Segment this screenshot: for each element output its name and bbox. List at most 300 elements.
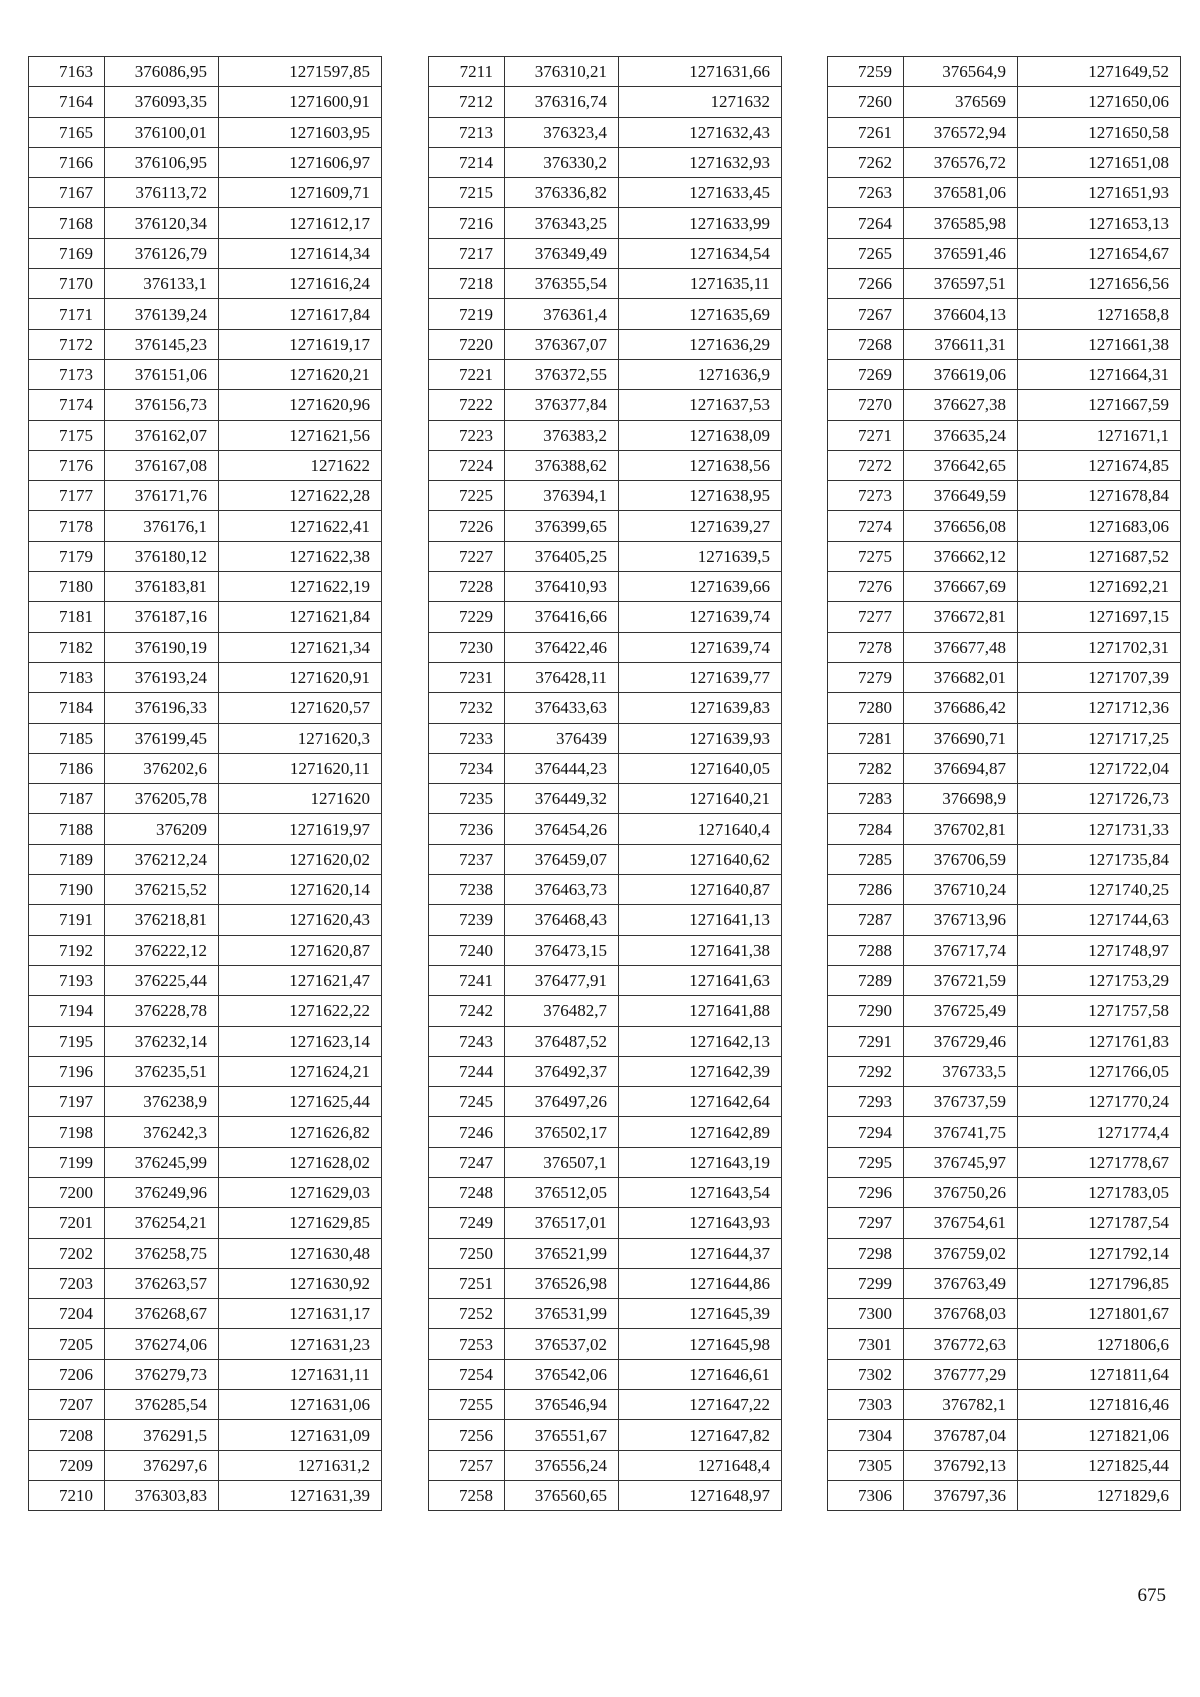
y-coordinate-cell: 1271609,71 (219, 178, 382, 208)
y-coordinate-cell: 1271620,43 (219, 905, 382, 935)
point-number-cell: 7200 (29, 1177, 105, 1207)
y-coordinate-cell: 1271643,19 (619, 1147, 782, 1177)
y-coordinate-cell: 1271620,87 (219, 935, 382, 965)
x-coordinate-cell: 376274,06 (105, 1329, 219, 1359)
point-number-cell: 7277 (828, 602, 904, 632)
x-coordinate-cell: 376444,23 (505, 753, 619, 783)
table-row (429, 481, 782, 511)
table-row (828, 996, 1181, 1026)
point-number-cell: 7298 (828, 1238, 904, 1268)
point-number-cell: 7223 (429, 420, 505, 450)
x-coordinate-cell: 376497,26 (505, 1087, 619, 1117)
table-row (429, 1480, 782, 1510)
point-number-cell: 7273 (828, 481, 904, 511)
y-coordinate-cell: 1271620 (219, 784, 382, 814)
table-row (828, 329, 1181, 359)
point-number-cell: 7302 (828, 1359, 904, 1389)
x-coordinate-cell: 376772,63 (904, 1329, 1018, 1359)
x-coordinate-cell: 376585,98 (904, 208, 1018, 238)
x-coordinate-cell: 376156,73 (105, 390, 219, 420)
y-coordinate-cell: 1271620,02 (219, 844, 382, 874)
y-coordinate-cell: 1271634,54 (619, 238, 782, 268)
point-number-cell: 7249 (429, 1208, 505, 1238)
y-coordinate-cell: 1271647,82 (619, 1420, 782, 1450)
table-row (29, 602, 382, 632)
y-coordinate-cell: 1271792,14 (1018, 1238, 1181, 1268)
table-row (429, 178, 782, 208)
point-number-cell: 7233 (429, 723, 505, 753)
y-coordinate-cell: 1271620,91 (219, 662, 382, 692)
y-coordinate-cell: 1271625,44 (219, 1087, 382, 1117)
table-row (429, 753, 782, 783)
y-coordinate-cell: 1271744,63 (1018, 905, 1181, 935)
table-row (828, 1480, 1181, 1510)
x-coordinate-cell: 376517,01 (505, 1208, 619, 1238)
table-row (429, 1087, 782, 1117)
y-coordinate-cell: 1271825,44 (1018, 1450, 1181, 1480)
point-number-cell: 7276 (828, 572, 904, 602)
point-number-cell: 7284 (828, 814, 904, 844)
x-coordinate-cell: 376193,24 (105, 662, 219, 692)
point-number-cell: 7280 (828, 693, 904, 723)
table-row (828, 1056, 1181, 1086)
table-row (828, 1420, 1181, 1450)
point-number-cell: 7190 (29, 875, 105, 905)
table-row (29, 1268, 382, 1298)
point-number-cell: 7188 (29, 814, 105, 844)
point-number-cell: 7250 (429, 1238, 505, 1268)
table-row (29, 450, 382, 480)
point-number-cell: 7287 (828, 905, 904, 935)
x-coordinate-cell: 376537,02 (505, 1329, 619, 1359)
table-row (429, 935, 782, 965)
point-number-cell: 7177 (29, 481, 105, 511)
y-coordinate-cell: 1271671,1 (1018, 420, 1181, 450)
point-number-cell: 7228 (429, 572, 505, 602)
table-row (429, 450, 782, 480)
y-coordinate-cell: 1271774,4 (1018, 1117, 1181, 1147)
table-row (429, 87, 782, 117)
table-row (29, 1420, 382, 1450)
y-coordinate-cell: 1271641,13 (619, 905, 782, 935)
point-number-cell: 7303 (828, 1390, 904, 1420)
y-coordinate-cell: 1271757,58 (1018, 996, 1181, 1026)
x-coordinate-cell: 376459,07 (505, 844, 619, 874)
x-coordinate-cell: 376492,37 (505, 1056, 619, 1086)
point-number-cell: 7258 (429, 1480, 505, 1510)
point-number-cell: 7306 (828, 1480, 904, 1510)
point-number-cell: 7195 (29, 1026, 105, 1056)
x-coordinate-cell: 376672,81 (904, 602, 1018, 632)
table-row (429, 57, 782, 87)
point-number-cell: 7292 (828, 1056, 904, 1086)
y-coordinate-cell: 1271637,53 (619, 390, 782, 420)
y-coordinate-cell: 1271640,4 (619, 814, 782, 844)
table-row (29, 511, 382, 541)
point-number-cell: 7248 (429, 1177, 505, 1207)
x-coordinate-cell: 376642,65 (904, 450, 1018, 480)
x-coordinate-cell: 376560,65 (505, 1480, 619, 1510)
x-coordinate-cell: 376399,65 (505, 511, 619, 541)
table-row (29, 1450, 382, 1480)
x-coordinate-cell: 376710,24 (904, 875, 1018, 905)
x-coordinate-cell: 376176,1 (105, 511, 219, 541)
y-coordinate-cell: 1271643,54 (619, 1177, 782, 1207)
x-coordinate-cell: 376377,84 (505, 390, 619, 420)
table-row (429, 208, 782, 238)
table-row (29, 359, 382, 389)
y-coordinate-cell: 1271816,46 (1018, 1390, 1181, 1420)
y-coordinate-cell: 1271622,41 (219, 511, 382, 541)
table-row (828, 632, 1181, 662)
table-row (828, 117, 1181, 147)
y-coordinate-cell: 1271726,73 (1018, 784, 1181, 814)
table-row (828, 1450, 1181, 1480)
point-number-cell: 7173 (29, 359, 105, 389)
y-coordinate-cell: 1271650,06 (1018, 87, 1181, 117)
y-coordinate-cell: 1271623,14 (219, 1026, 382, 1056)
x-coordinate-cell: 376482,7 (505, 996, 619, 1026)
point-number-cell: 7290 (828, 996, 904, 1026)
x-coordinate-cell: 376238,9 (105, 1087, 219, 1117)
table-row (29, 875, 382, 905)
y-coordinate-cell: 1271653,13 (1018, 208, 1181, 238)
y-coordinate-cell: 1271629,03 (219, 1177, 382, 1207)
point-number-cell: 7183 (29, 662, 105, 692)
point-number-cell: 7240 (429, 935, 505, 965)
x-coordinate-cell: 376388,62 (505, 450, 619, 480)
x-coordinate-cell: 376205,78 (105, 784, 219, 814)
table-row (828, 1026, 1181, 1056)
point-number-cell: 7275 (828, 541, 904, 571)
table-row (29, 208, 382, 238)
point-number-cell: 7288 (828, 935, 904, 965)
y-coordinate-cell: 1271647,22 (619, 1390, 782, 1420)
point-number-cell: 7244 (429, 1056, 505, 1086)
table-row (29, 117, 382, 147)
y-coordinate-cell: 1271683,06 (1018, 511, 1181, 541)
y-coordinate-cell: 1271620,14 (219, 875, 382, 905)
x-coordinate-cell: 376433,63 (505, 693, 619, 723)
y-coordinate-cell: 1271811,64 (1018, 1359, 1181, 1389)
x-coordinate-cell: 376468,43 (505, 905, 619, 935)
y-coordinate-cell: 1271642,89 (619, 1117, 782, 1147)
y-coordinate-cell: 1271622,22 (219, 996, 382, 1026)
point-number-cell: 7225 (429, 481, 505, 511)
point-number-cell: 7184 (29, 693, 105, 723)
x-coordinate-cell: 376797,36 (904, 1480, 1018, 1510)
point-number-cell: 7230 (429, 632, 505, 662)
x-coordinate-cell: 376422,46 (505, 632, 619, 662)
point-number-cell: 7165 (29, 117, 105, 147)
y-coordinate-cell: 1271628,02 (219, 1147, 382, 1177)
x-coordinate-cell: 376093,35 (105, 87, 219, 117)
x-coordinate-cell: 376245,99 (105, 1147, 219, 1177)
table-row (29, 844, 382, 874)
point-number-cell: 7304 (828, 1420, 904, 1450)
point-number-cell: 7266 (828, 269, 904, 299)
point-number-cell: 7189 (29, 844, 105, 874)
y-coordinate-cell: 1271667,59 (1018, 390, 1181, 420)
point-number-cell: 7256 (429, 1420, 505, 1450)
point-number-cell: 7237 (429, 844, 505, 874)
table-row (29, 1238, 382, 1268)
x-coordinate-cell: 376151,06 (105, 359, 219, 389)
table-row (828, 390, 1181, 420)
x-coordinate-cell: 376367,07 (505, 329, 619, 359)
point-number-cell: 7224 (429, 450, 505, 480)
y-coordinate-cell: 1271619,97 (219, 814, 382, 844)
x-coordinate-cell: 376754,61 (904, 1208, 1018, 1238)
point-number-cell: 7291 (828, 1026, 904, 1056)
table-row (29, 420, 382, 450)
y-coordinate-cell: 1271697,15 (1018, 602, 1181, 632)
x-coordinate-cell: 376199,45 (105, 723, 219, 753)
table-row (828, 541, 1181, 571)
x-coordinate-cell: 376254,21 (105, 1208, 219, 1238)
x-coordinate-cell: 376428,11 (505, 662, 619, 692)
coordinate-tables (28, 56, 1180, 1568)
point-number-cell: 7218 (429, 269, 505, 299)
x-coordinate-cell: 376383,2 (505, 420, 619, 450)
x-coordinate-cell: 376576,72 (904, 147, 1018, 177)
y-coordinate-cell: 1271631,06 (219, 1390, 382, 1420)
y-coordinate-cell: 1271642,13 (619, 1026, 782, 1056)
point-number-cell: 7192 (29, 935, 105, 965)
point-number-cell: 7295 (828, 1147, 904, 1177)
point-number-cell: 7220 (429, 329, 505, 359)
y-coordinate-cell: 1271654,67 (1018, 238, 1181, 268)
table-row (828, 1299, 1181, 1329)
point-number-cell: 7168 (29, 208, 105, 238)
point-number-cell: 7208 (29, 1420, 105, 1450)
table-row (429, 1299, 782, 1329)
point-number-cell: 7206 (29, 1359, 105, 1389)
point-number-cell: 7204 (29, 1299, 105, 1329)
x-coordinate-cell: 376745,97 (904, 1147, 1018, 1177)
x-coordinate-cell: 376546,94 (505, 1390, 619, 1420)
page-number: 675 (1137, 1585, 1166, 1606)
y-coordinate-cell: 1271735,84 (1018, 844, 1181, 874)
point-number-cell: 7265 (828, 238, 904, 268)
y-coordinate-cell: 1271806,6 (1018, 1329, 1181, 1359)
y-coordinate-cell: 1271821,06 (1018, 1420, 1181, 1450)
point-number-cell: 7279 (828, 662, 904, 692)
point-number-cell: 7246 (429, 1117, 505, 1147)
x-coordinate-cell: 376759,02 (904, 1238, 1018, 1268)
table-row (828, 875, 1181, 905)
x-coordinate-cell: 376162,07 (105, 420, 219, 450)
table-row (29, 935, 382, 965)
y-coordinate-cell: 1271753,29 (1018, 965, 1181, 995)
point-number-cell: 7251 (429, 1268, 505, 1298)
point-number-cell: 7263 (828, 178, 904, 208)
x-coordinate-cell: 376627,38 (904, 390, 1018, 420)
y-coordinate-cell: 1271597,85 (219, 57, 382, 87)
x-coordinate-cell: 376133,1 (105, 269, 219, 299)
x-coordinate-cell: 376202,6 (105, 753, 219, 783)
table-row (828, 753, 1181, 783)
point-number-cell: 7245 (429, 1087, 505, 1117)
y-coordinate-cell: 1271643,93 (619, 1208, 782, 1238)
x-coordinate-cell: 376106,95 (105, 147, 219, 177)
table-row (828, 269, 1181, 299)
x-coordinate-cell: 376330,2 (505, 147, 619, 177)
table-row (429, 329, 782, 359)
table-row (29, 693, 382, 723)
x-coordinate-cell: 376737,59 (904, 1087, 1018, 1117)
point-number-cell: 7278 (828, 632, 904, 662)
table-row (429, 238, 782, 268)
point-number-cell: 7217 (429, 238, 505, 268)
x-coordinate-cell: 376225,44 (105, 965, 219, 995)
point-number-cell: 7172 (29, 329, 105, 359)
x-coordinate-cell: 376702,81 (904, 814, 1018, 844)
point-number-cell: 7239 (429, 905, 505, 935)
y-coordinate-cell: 1271600,91 (219, 87, 382, 117)
point-number-cell: 7194 (29, 996, 105, 1026)
table-row (29, 1087, 382, 1117)
y-coordinate-cell: 1271651,93 (1018, 178, 1181, 208)
point-number-cell: 7260 (828, 87, 904, 117)
y-coordinate-cell: 1271717,25 (1018, 723, 1181, 753)
y-coordinate-cell: 1271636,9 (619, 359, 782, 389)
point-number-cell: 7180 (29, 572, 105, 602)
y-coordinate-cell: 1271620,96 (219, 390, 382, 420)
y-coordinate-cell: 1271621,47 (219, 965, 382, 995)
x-coordinate-cell: 376454,26 (505, 814, 619, 844)
point-number-cell: 7174 (29, 390, 105, 420)
y-coordinate-cell: 1271630,92 (219, 1268, 382, 1298)
y-coordinate-cell: 1271664,31 (1018, 359, 1181, 389)
point-number-cell: 7247 (429, 1147, 505, 1177)
table-row (828, 57, 1181, 87)
table-row (429, 996, 782, 1026)
point-number-cell: 7215 (429, 178, 505, 208)
x-coordinate-cell: 376733,5 (904, 1056, 1018, 1086)
y-coordinate-cell: 1271622,28 (219, 481, 382, 511)
y-coordinate-cell: 1271640,62 (619, 844, 782, 874)
table-row (828, 208, 1181, 238)
y-coordinate-cell: 1271631,17 (219, 1299, 382, 1329)
coordinate-table-3 (827, 56, 1181, 1511)
point-number-cell: 7255 (429, 1390, 505, 1420)
table-row (429, 1268, 782, 1298)
y-coordinate-cell: 1271631,09 (219, 1420, 382, 1450)
x-coordinate-cell: 376297,6 (105, 1450, 219, 1480)
x-coordinate-cell: 376706,59 (904, 844, 1018, 874)
x-coordinate-cell: 376717,74 (904, 935, 1018, 965)
y-coordinate-cell: 1271622,19 (219, 572, 382, 602)
y-coordinate-cell: 1271641,88 (619, 996, 782, 1026)
y-coordinate-cell: 1271651,08 (1018, 147, 1181, 177)
y-coordinate-cell: 1271631,23 (219, 1329, 382, 1359)
y-coordinate-cell: 1271707,39 (1018, 662, 1181, 692)
y-coordinate-cell: 1271783,05 (1018, 1177, 1181, 1207)
point-number-cell: 7186 (29, 753, 105, 783)
table-row (29, 57, 382, 87)
x-coordinate-cell: 376507,1 (505, 1147, 619, 1177)
x-coordinate-cell: 376526,98 (505, 1268, 619, 1298)
point-number-cell: 7272 (828, 450, 904, 480)
y-coordinate-cell: 1271639,77 (619, 662, 782, 692)
table-row (828, 572, 1181, 602)
table-row (828, 844, 1181, 874)
table-row (429, 117, 782, 147)
x-coordinate-cell: 376512,05 (505, 1177, 619, 1207)
y-coordinate-cell: 1271626,82 (219, 1117, 382, 1147)
y-coordinate-cell: 1271631,2 (219, 1450, 382, 1480)
table-row (828, 1390, 1181, 1420)
point-number-cell: 7221 (429, 359, 505, 389)
x-coordinate-cell: 376741,75 (904, 1117, 1018, 1147)
x-coordinate-cell: 376323,4 (505, 117, 619, 147)
table-row (429, 632, 782, 662)
y-coordinate-cell: 1271617,84 (219, 299, 382, 329)
table-row (429, 299, 782, 329)
x-coordinate-cell: 376686,42 (904, 693, 1018, 723)
x-coordinate-cell: 376336,82 (505, 178, 619, 208)
y-coordinate-cell: 1271616,24 (219, 269, 382, 299)
table-row (29, 572, 382, 602)
x-coordinate-cell: 376405,25 (505, 541, 619, 571)
x-coordinate-cell: 376232,14 (105, 1026, 219, 1056)
table-row (828, 1177, 1181, 1207)
x-coordinate-cell: 376242,3 (105, 1117, 219, 1147)
y-coordinate-cell: 1271606,97 (219, 147, 382, 177)
table-row (29, 1208, 382, 1238)
point-number-cell: 7178 (29, 511, 105, 541)
table-row (29, 541, 382, 571)
y-coordinate-cell: 1271656,56 (1018, 269, 1181, 299)
table-row (29, 1390, 382, 1420)
x-coordinate-cell: 376279,73 (105, 1359, 219, 1389)
point-number-cell: 7198 (29, 1117, 105, 1147)
x-coordinate-cell: 376361,4 (505, 299, 619, 329)
table-row (29, 329, 382, 359)
table-row (828, 814, 1181, 844)
y-coordinate-cell: 1271641,38 (619, 935, 782, 965)
point-number-cell: 7281 (828, 723, 904, 753)
table-row (828, 238, 1181, 268)
point-number-cell: 7187 (29, 784, 105, 814)
point-number-cell: 7199 (29, 1147, 105, 1177)
x-coordinate-cell: 376725,49 (904, 996, 1018, 1026)
x-coordinate-cell: 376171,76 (105, 481, 219, 511)
y-coordinate-cell: 1271640,87 (619, 875, 782, 905)
point-number-cell: 7235 (429, 784, 505, 814)
y-coordinate-cell: 1271621,56 (219, 420, 382, 450)
y-coordinate-cell: 1271638,95 (619, 481, 782, 511)
x-coordinate-cell: 376487,52 (505, 1026, 619, 1056)
x-coordinate-cell: 376215,52 (105, 875, 219, 905)
x-coordinate-cell: 376268,67 (105, 1299, 219, 1329)
table-row (429, 784, 782, 814)
x-coordinate-cell: 376355,54 (505, 269, 619, 299)
point-number-cell: 7254 (429, 1359, 505, 1389)
table-row (429, 1450, 782, 1480)
point-number-cell: 7269 (828, 359, 904, 389)
point-number-cell: 7232 (429, 693, 505, 723)
point-number-cell: 7305 (828, 1450, 904, 1480)
x-coordinate-cell: 376410,93 (505, 572, 619, 602)
point-number-cell: 7264 (828, 208, 904, 238)
x-coordinate-cell: 376372,55 (505, 359, 619, 389)
point-number-cell: 7181 (29, 602, 105, 632)
y-coordinate-cell: 1271612,17 (219, 208, 382, 238)
y-coordinate-cell: 1271639,93 (619, 723, 782, 753)
point-number-cell: 7211 (429, 57, 505, 87)
